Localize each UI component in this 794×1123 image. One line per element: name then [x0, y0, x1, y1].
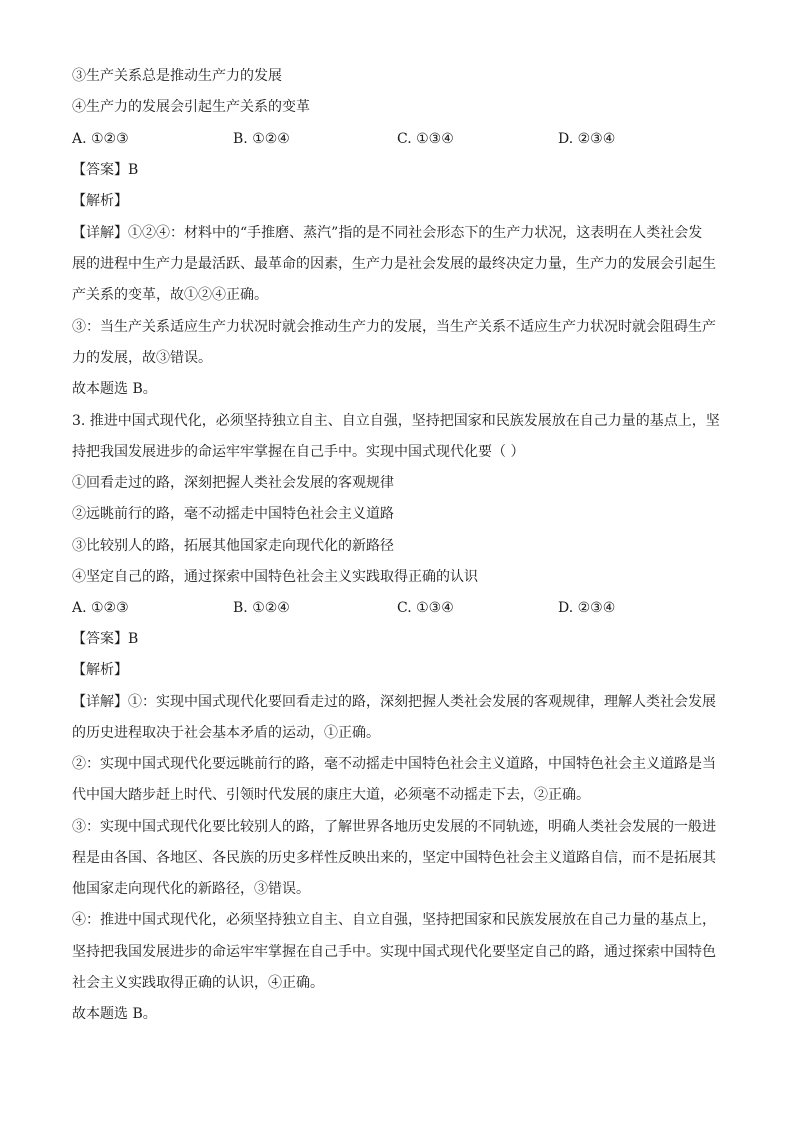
q2-statement-4: ④生产力的发展会引起生产关系的变革: [72, 99, 310, 115]
q3-option-d: D. ②③④: [558, 600, 616, 616]
q2-detail-line: 力的发展，故③错误。: [72, 350, 212, 366]
q2-analysis-label: 【解析】: [72, 193, 128, 209]
q2-option-c: C. ①③④: [397, 131, 454, 147]
q3-analysis-label: 【解析】: [72, 662, 128, 678]
q3-stem-line: 持把我国发展进步的命运牢牢掌握在自己手中。实现中国式现代化要（ ）: [72, 444, 525, 460]
q2-detail-line: ③：当生产关系适应生产力状况时就会推动生产力的发展，当生产关系不适应生产力状况时就会阻碍生产: [72, 319, 716, 335]
q3-detail-line: 他国家走向现代化的新路径，③错误。: [72, 881, 310, 897]
q2-detail-line: 展的进程中生产力是最活跃、最革命的因素，生产力是社会发展的最终决定力量，生产力的发展会引起生: [72, 256, 716, 272]
q3-detail-line: 程是由各国、各地区、各民族的历史多样性反映出来的，坚定中国特色社会主义道路自信，而不是拓展其: [72, 850, 716, 866]
q3-detail-line: 的历史进程取决于社会基本矛盾的运动，①正确。: [72, 725, 380, 741]
q3-statement-2: ②远眺前行的路，毫不动摇走中国特色社会主义道路: [72, 506, 394, 522]
q3-options: [72, 600, 722, 616]
q3-detail-line: ②：实现中国式现代化要远眺前行的路，毫不动摇走中国特色社会主义道路，中国特色社会主义道路是当: [72, 756, 716, 772]
q2-options: [72, 131, 722, 147]
q2-option-d: D. ②③④: [558, 131, 616, 147]
q3-option-c: C. ①③④: [397, 600, 454, 616]
q3-statement-1: ①回看走过的路，深刻把握人类社会发展的客观规律: [72, 475, 394, 491]
q3-conclusion: 故本题选 B。: [72, 1006, 157, 1022]
q3-detail-line: ③：实现中国式现代化要比较别人的路，了解世界各地历史发展的不同轨迹，明确人类社会发展的一般进: [72, 819, 716, 835]
q2-conclusion: 故本题选 B。: [72, 381, 157, 397]
q2-detail-line: 【详解】①②④：材料中的“手推磨、蒸汽”指的是不同社会形态下的生产力状况，这表明在人类社会发: [72, 225, 703, 241]
q2-detail-line: 产关系的变革，故①②④正确。: [72, 287, 268, 303]
q3-answer: 【答案】B: [72, 631, 139, 647]
q2-option-a: A. ①②③: [72, 131, 129, 147]
q3-detail-line: 坚持把我国发展进步的命运牢牢掌握在自己手中。实现中国式现代化要坚定自己的路，通过探索中国特色: [72, 944, 716, 960]
q3-statement-3: ③比较别人的路，拓展其他国家走向现代化的新路径: [72, 538, 394, 554]
q3-detail-line: 社会主义实践取得正确的认识，④正确。: [72, 975, 324, 991]
q3-option-a: A. ①②③: [72, 600, 129, 616]
q3-detail-line: ④：推进中国式现代化，必须坚持独立自主、自立自强，坚持把国家和民族发展放在自己力量的基点上，: [72, 912, 716, 928]
q3-detail-line: 代中国大踏步赶上时代、引领时代发展的康庄大道，必须毫不动摇走下去，②正确。: [72, 787, 590, 803]
q2-option-b: B. ①②④: [233, 131, 290, 147]
q3-option-b: B. ①②④: [233, 600, 290, 616]
q3-detail-line: 【详解】①：实现中国式现代化要回看走过的路，深刻把握人类社会发展的客观规律，理解人类社会发展: [72, 694, 716, 710]
q2-statement-3: ③生产关系总是推动生产力的发展: [72, 68, 282, 84]
q3-statement-4: ④坚定自己的路，通过探索中国特色社会主义实践取得正确的认识: [72, 569, 478, 585]
q2-answer: 【答案】B: [72, 162, 139, 178]
q3-stem-line: 3. 推进中国式现代化，必须坚持独立自主、自立自强，坚持把国家和民族发展放在自己力量的基点上，坚: [72, 413, 720, 429]
